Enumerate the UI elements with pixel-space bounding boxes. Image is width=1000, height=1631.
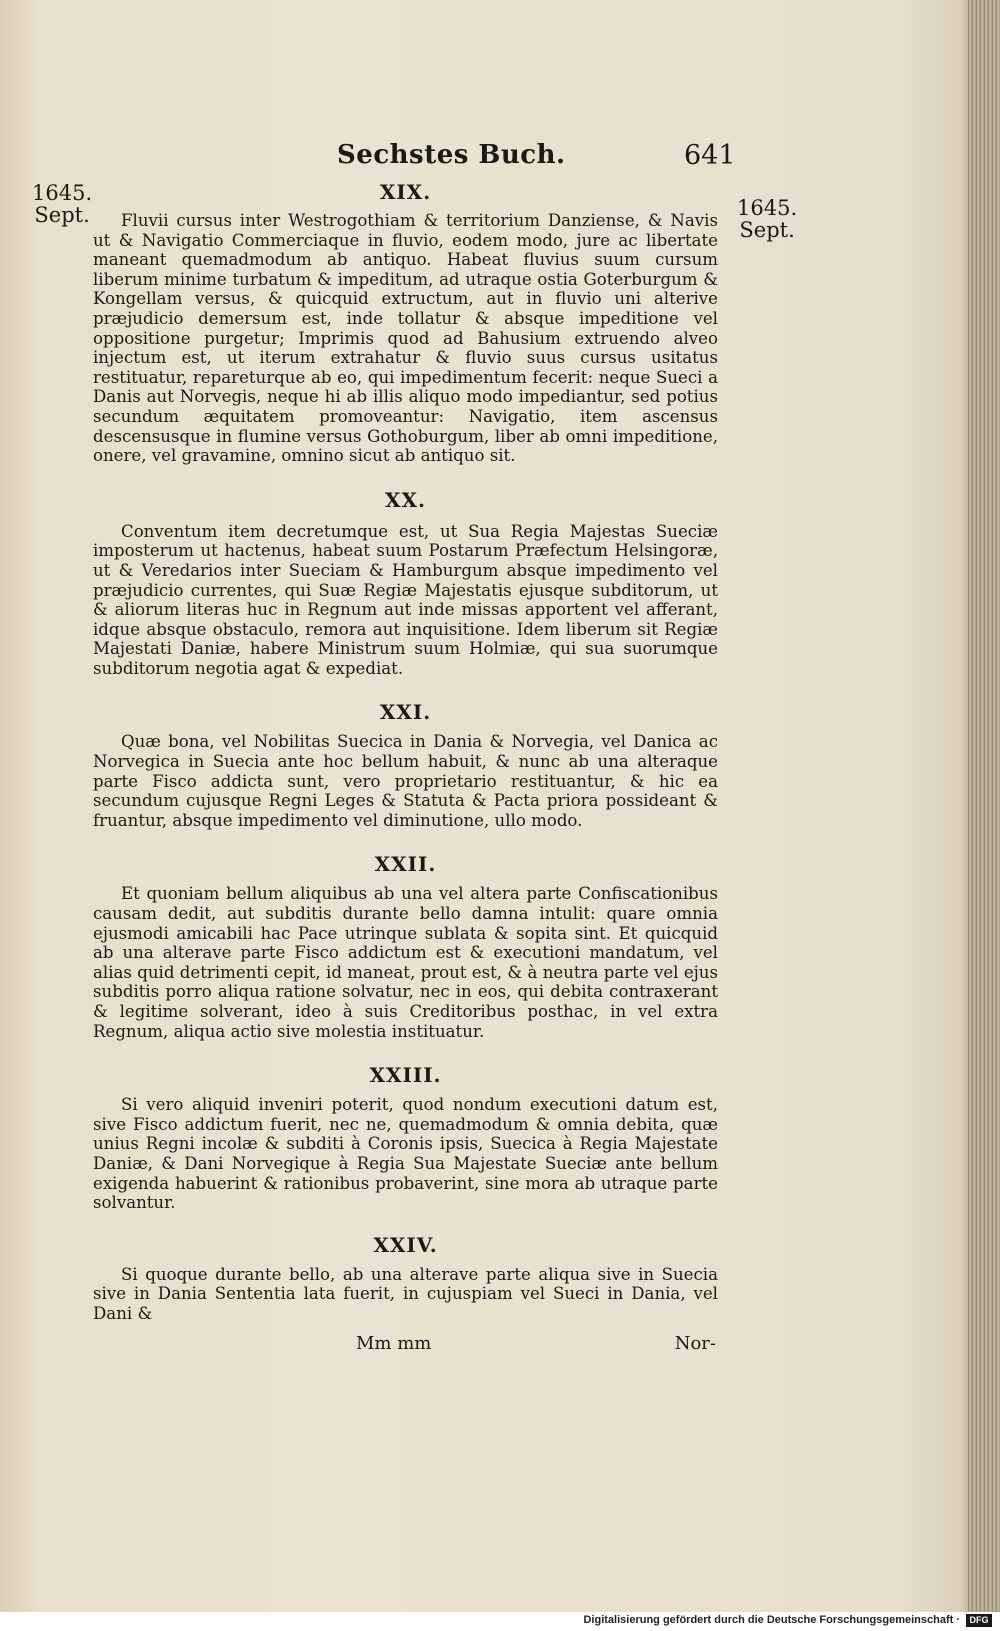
article-text: Fluvii cursus inter Westrogothiam & territorium Danziense, & Navis ut & Navigatio Commerciaque in fluvio, eodem modo, jure ac libertate maneant quemadmodum ab antiquo. Habeat fluvius suum cursum liberum minime turbatum & impeditum, ad utraque ostia Goterburgum & Kongellam versus, & quicquid extructum, aut in fluvio uni alterive præjudicio demersum est, inde tollatur & absque impeditione vel oppositione purgetur; Imprimis quod ad Bahusium extruendo alveo injectum est, ut iterum extrahatur & fluvio suus cursus usitatus restituatur, repareturque ab eo, qui impedimentum fecerit: neque Sueci a Danis aut Norvegis, neque hi ab illis aliquo modo impediantur, sed potius secundum æquitatem promoveantur: Navigatio, item ascensus descensusque in flumine versus Gothoburgum, liber ab omni impeditione, onere, vel gravamine, omnino sicut ab antiquo sit.: [93, 211, 718, 466]
page-number: 641: [684, 140, 736, 171]
article-heading: XXI.: [379, 700, 432, 725]
article-xxiii: [93, 1063, 718, 1213]
page-body: [93, 180, 718, 1324]
book-edge: [968, 0, 1000, 1612]
article-xxi: [93, 700, 718, 830]
article-xxii: [93, 852, 718, 1041]
margin-year: 1645.: [737, 196, 798, 220]
running-head: Sechstes Buch.: [337, 140, 566, 170]
article-text: Si quoque durante bello, ab una alterave parte aliqua sive in Suecia sive in Dania Sententia lata fuerit, in cujuspiam vel Sueci in Dania, vel Dani &: [93, 1264, 718, 1323]
margin-date-right: [737, 197, 797, 241]
article-heading: XX.: [385, 487, 426, 512]
margin-month: Sept.: [34, 203, 90, 227]
article-xx: [93, 488, 718, 679]
margin-month: Sept.: [739, 218, 795, 242]
catchword: Nor-: [674, 1333, 716, 1354]
digitization-credit: Digitalisierung gefördert durch die Deutsche Forschungsgemeinschaft ·: [583, 1614, 960, 1626]
article-text: Et quoniam bellum aliquibus ab una vel altera parte Confiscationibus causam dedit, aut subditis durante bello damna intulit: quare omnia ejusmodi amicabili hac Pace utrinque sublata & sopita sint. Et quicquid ab una alterave parte Fisco addictum est & executioni mandatum, vel alias quid detrimenti cepit, id maneat, prout est, & à neutra parte vel ejus subditis porro aliqua ratione solvatur, nec in eos, qui debita contraxerant & legitime solverant, ideo à suis Creditoribus posthac, in vel extra Regnum, aliqua actio sive molestia instituatur.: [93, 884, 718, 1041]
article-text: Conventum item decretumque est, ut Sua Regia Majestas Sueciæ imposterum ut hactenus, habeat suum Postarum Præfectum Helsingoræ, ut & Veredarios inter Sueciam & Hamburgum absque impedimento vel præjudicio currentes, qui Suæ Regiæ Majestatis ejusque subditorum, ut & aliorum literas huc in Regnum aut inde missas apportent vel afferant, idque absque obstaculo, remora aut inquisitione. Idem liberum sit Regiæ Majestati Daniæ, habere Ministrum suum Holmiæ, qui sua suorumque subditorum negotia agat & expediat.: [93, 521, 718, 678]
signature-mark: Mm mm: [356, 1333, 432, 1354]
article-heading: XXIV.: [373, 1232, 438, 1257]
margin-year: 1645.: [32, 181, 93, 205]
article-text: Quæ bona, vel Nobilitas Suecica in Dania & Norvegia, vel Danica ac Norvegica in Suecia ante hoc bellum habuit, & nunc ab una alteraque parte Fisco addicta sunt, vero proprietario restituantur, & hic ea secundum cujusque Regni Leges & Statuta & Pacta priora possideant & fruantur, absque impedimento vel diminutione, ullo modo.: [93, 732, 718, 830]
article-heading: XIX.: [379, 180, 432, 204]
article-xxiv: [93, 1233, 718, 1324]
dfg-logo: DFG: [966, 1614, 992, 1627]
article-text: Si vero aliquid inveniri poterit, quod nondum executioni datum est, sive Fisco addictum fuerit, nec ne, quemadmodum & omnia debita, quæ unius Regni incolæ & subditi à Coronis ipsis, Suecica à Regia Majestate Daniæ, & Dani Norvegique à Regia Sua Majestate Sueciæ ante bellum exigenda habuerint & rationibus probaverint, sine mora ab utraque parte solvantur.: [93, 1095, 718, 1213]
article-heading: XXIII.: [369, 1063, 442, 1088]
article-heading: XXII.: [374, 852, 437, 877]
margin-date-left: [32, 182, 92, 226]
article-xix: [93, 180, 718, 466]
